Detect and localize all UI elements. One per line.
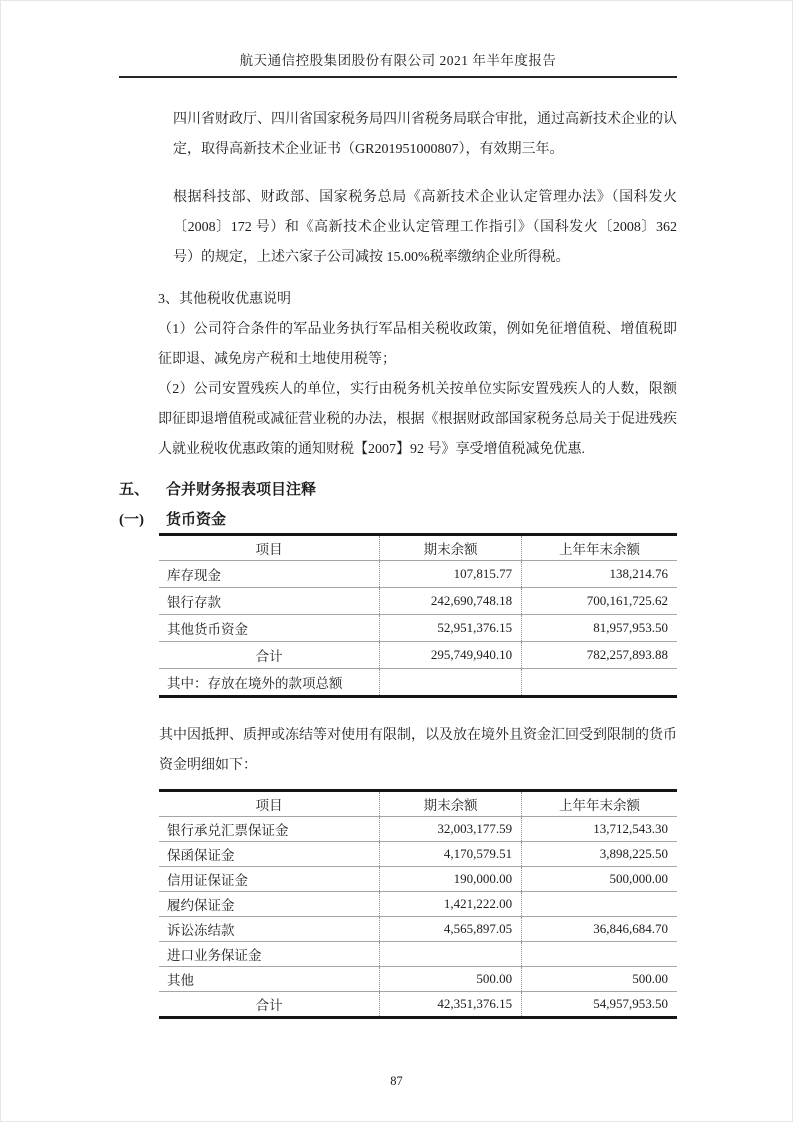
table-row (159, 615, 677, 642)
report-header-title: 航天通信控股集团股份有限公司 2021 年半年度报告 (239, 53, 557, 68)
current-balance-cell: 4,170,579.51 (380, 842, 522, 867)
table-row (159, 867, 677, 892)
item-cell: 进口业务保证金 (167, 948, 262, 963)
column-header: 项目 (255, 542, 283, 557)
previous-balance-cell: 13,712,543.30 (522, 817, 677, 842)
item-cell: 银行存款 (167, 595, 221, 610)
section-5-label: 五、 (119, 482, 150, 498)
current-balance-cell: 190,000.00 (380, 867, 522, 892)
item-cell: 保函保证金 (167, 848, 235, 863)
previous-balance-cell: 138,214.76 (522, 561, 677, 588)
paragraph-tax-rate-regulation: 根据科技部、财政部、国家税务总局《高新技术企业认定管理办法》（国科发火〔2008〕172 号）和《高新技术企业认定管理工作指引》（国科发火〔2008〕362 号）的规定，上述六家子公司减按 15.00%税率缴纳企业所得税。 (173, 190, 677, 265)
item-cell: 其他货币资金 (167, 622, 248, 637)
column-header: 上年年末余额 (522, 791, 677, 817)
previous-balance-cell: 81,957,953.50 (522, 615, 677, 642)
section-5-1-title: 货币资金 (166, 512, 227, 528)
previous-balance-cell (522, 942, 677, 967)
previous-balance-cell (522, 892, 677, 917)
item-cell: 其中：存放在境外的款项总额 (167, 676, 343, 691)
current-balance-cell: 295,749,940.10 (380, 642, 522, 669)
current-balance-cell: 52,951,376.15 (380, 615, 522, 642)
column-header: 期末余额 (380, 535, 522, 561)
table-row (159, 817, 677, 842)
current-balance-cell: 42,351,376.15 (380, 992, 522, 1018)
section-5-title: 合并财务报表项目注释 (166, 482, 317, 498)
table-row (159, 917, 677, 942)
table-row (159, 561, 677, 588)
total-row (159, 992, 677, 1018)
section-5-heading (119, 480, 677, 501)
previous-balance-cell: 500.00 (522, 967, 677, 992)
current-balance-cell: 4,565,897.05 (380, 917, 522, 942)
table-row (159, 669, 677, 697)
main-content (119, 105, 677, 1019)
restricted-funds-table (159, 789, 677, 1019)
item-cell: 库存现金 (167, 568, 221, 583)
monetary-funds-table (159, 533, 677, 698)
table-row (159, 588, 677, 615)
table-header-row (159, 535, 677, 561)
paragraph-restricted-funds-intro: 其中因抵押、质押或冻结等对使用有限制，以及放在境外且资金汇回受到限制的货币资金明细如下： (159, 728, 677, 773)
current-balance-cell: 32,003,177.59 (380, 817, 522, 842)
previous-balance-cell: 700,161,725.62 (522, 588, 677, 615)
previous-balance-cell: 54,957,953.50 (522, 992, 677, 1018)
table-row (159, 892, 677, 917)
page-header (119, 49, 677, 78)
previous-balance-cell: 3,898,225.50 (522, 842, 677, 867)
item-cell: 履约保证金 (167, 898, 235, 913)
current-balance-cell: 500.00 (380, 967, 522, 992)
current-balance-cell: 107,815.77 (380, 561, 522, 588)
current-balance-cell (380, 942, 522, 967)
table-header-row (159, 791, 677, 817)
item-cell: 银行承兑汇票保证金 (167, 823, 289, 838)
previous-balance-cell: 36,846,684.70 (522, 917, 677, 942)
previous-balance-cell: 782,257,893.88 (522, 642, 677, 669)
paragraph-tax-item-2: （2）公司安置残疾人的单位，实行由税务机关按单位实际安置残疾人的人数，限额即征即退增值税或减征营业税的办法，根据《根据财政部国家税务总局关于促进残疾人就业税收优惠政策的通知财税【2007】92 号》享受增值税减免优惠. (158, 382, 677, 457)
column-header: 上年年末余额 (522, 535, 677, 561)
total-row (159, 642, 677, 669)
section-5-1-heading (119, 510, 677, 531)
current-balance-cell: 1,421,222.00 (380, 892, 522, 917)
item-cell: 合计 (255, 998, 283, 1013)
current-balance-cell: 242,690,748.18 (380, 588, 522, 615)
table-row (159, 967, 677, 992)
item-cell: 合计 (255, 649, 283, 664)
table-row (159, 942, 677, 967)
current-balance-cell (380, 669, 522, 697)
column-header: 项目 (255, 798, 283, 813)
item-cell: 信用证保证金 (167, 873, 248, 888)
column-header: 期末余额 (380, 791, 522, 817)
previous-balance-cell: 500,000.00 (522, 867, 677, 892)
paragraph-hightech-certification: 四川省财政厅、四川省国家税务局四川省税务局联合审批，通过高新技术企业的认定，取得高新技术企业证书（GR201951000807），有效期三年。 (173, 112, 677, 157)
previous-balance-cell (522, 669, 677, 697)
item-cell: 诉讼冻结款 (167, 923, 235, 938)
section-5-1-label: (一) (119, 512, 144, 528)
paragraph-other-tax-heading: 3、其他税收优惠说明 (158, 292, 291, 307)
page-number: 87 (390, 1074, 403, 1088)
paragraph-tax-item-1: （1）公司符合条件的军品业务执行军品相关税收政策，例如免征增值税、增值税即征即退、减免房产税和土地使用税等； (158, 322, 677, 367)
item-cell: 其他 (167, 973, 194, 988)
table-row (159, 842, 677, 867)
